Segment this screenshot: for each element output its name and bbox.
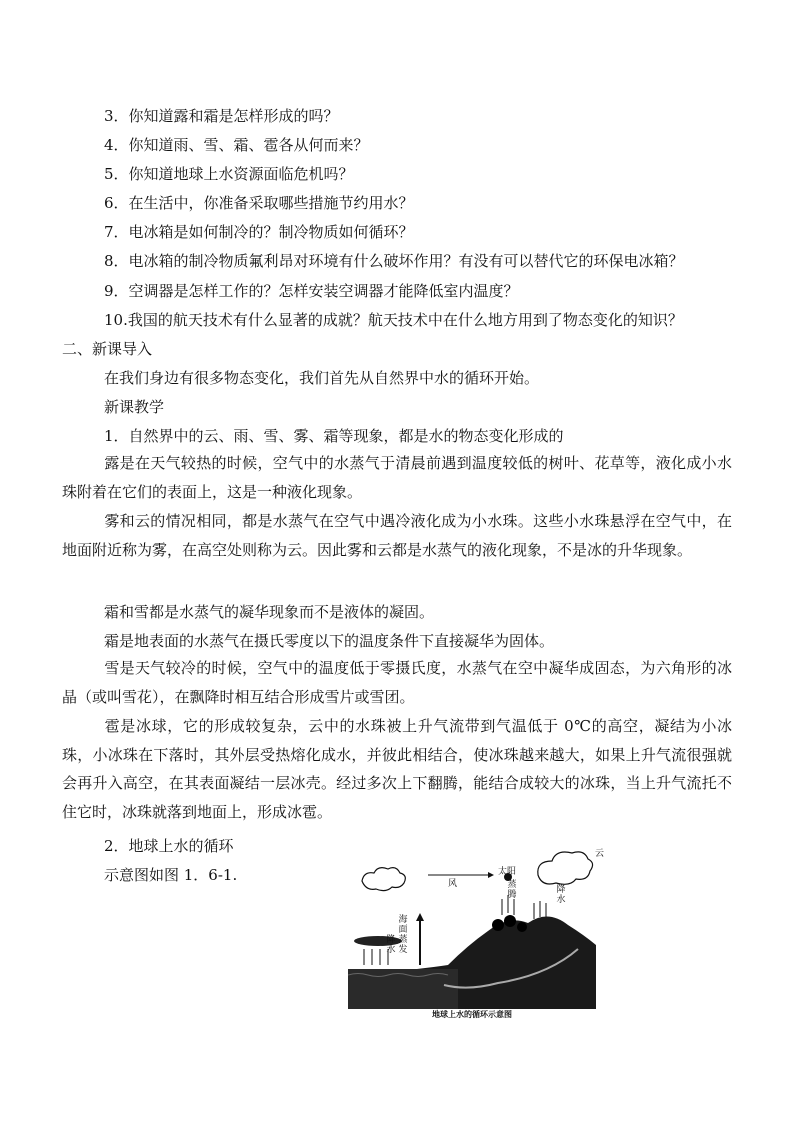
label-evaporation: 蒸腾 [507,880,517,900]
question-6: 6．在生活中，你准备采取哪些措施节约用水？ [104,194,414,212]
fog-text: 雾和云的情况相同，都是水蒸气在空气中遇冷液化成为小水珠。这些小水珠悬浮在空气中，在地面附近称为雾，在高空处则称为云。因此雾和云都是水蒸气的液化现象，不是冰的升华现象。 [62,512,732,559]
left-cloud-icon [362,868,405,891]
figure-caption: 地球上水的循环示意图 [432,1010,512,1019]
rain-arrows-right [534,901,546,919]
label-cloud: 云 [595,849,605,859]
teaching-heading: 新课教学 [104,398,165,416]
question-5: 5．你知道地球上水资源面临危机吗？ [104,165,354,183]
water-cycle-illustration [348,845,596,1009]
frost-snow-text: 霜和雪都是水蒸气的凝华现象而不是液体的凝固。 [104,603,435,621]
question-3: 3．你知道露和霜是怎样形成的吗？ [104,107,339,125]
intro-text: 在我们身边有很多物态变化，我们首先从自然界中水的循环开始。 [104,369,540,387]
fog-paragraph [62,507,732,564]
dew-text: 露是在天气较热的时候，空气中的水蒸气于清晨前遇到温度较低的树叶、花草等，液化成小水珠附着在它们的表面上，这是一种液化现象。 [62,454,732,501]
point1-title: 1．自然界中的云、雨、雪、雾、霜等现象，都是水的物态变化形成的 [104,427,564,445]
frost-text: 霜是地表面的水蒸气在摄氏零度以下的温度条件下直接凝华为固体。 [104,632,555,650]
dew-paragraph [62,449,732,506]
hail-paragraph [62,712,732,826]
sea-area [348,969,458,1009]
question-10: 10.我国的航天技术有什么显著的成就？航天技术中在什么地方用到了物态变化的知识？ [104,311,683,329]
question-7: 7．电冰箱是如何制冷的？制冷物质如何循环？ [104,223,414,241]
water-cycle-figure [348,845,605,1025]
hail-text: 雹是冰球，它的形成较复杂，云中的水珠被上升气流带到气温低于 0℃的高空，凝结为小冰珠，小冰珠在下落时，其外层受热熔化成水，并彼此相结合，使冰珠越来越大，如果上升气流很强就会再升入高空，在其表面凝结一层冰壳。经过多次上下翻腾，能结合成较大的冰珠，当上升气流托不住它时，冰珠就落到地面上，形成冰雹。 [62,717,732,821]
question-8: 8．电冰箱的制冷物质氟利昂对环境有什么破坏作用？有没有可以替代它的环保电冰箱？ [104,252,684,270]
snow-text: 雪是天气较冷的时候，空气中的温度低于零摄氏度，水蒸气在空中凝华成固态，为六角形的冰晶（或叫雪花），在飘降时相互结合形成雪片或雪团。 [62,659,732,706]
point2-title: 2．地球上水的循环 [104,837,234,855]
label-wind: 风 [448,879,458,889]
rain-arrows-left [364,949,388,965]
right-cloud-icon [538,852,593,884]
label-sea-evaporation: 海面蒸发 [398,915,408,955]
figure-reference: 示意图如图 1．6-1. [104,866,238,884]
label-rain-right: 降水 [556,885,566,905]
section-heading-new-lesson: 二、新课导入 [62,340,153,358]
question-9: 9．空调器是怎样工作的？怎样安装空调器才能降低室内温度？ [104,282,519,300]
label-rain-left: 降水 [386,935,396,955]
snow-paragraph [62,654,732,711]
label-sun: 太阳 [498,867,517,877]
question-4: 4．你知道雨、雪、霜、雹各从何而来？ [104,136,369,154]
